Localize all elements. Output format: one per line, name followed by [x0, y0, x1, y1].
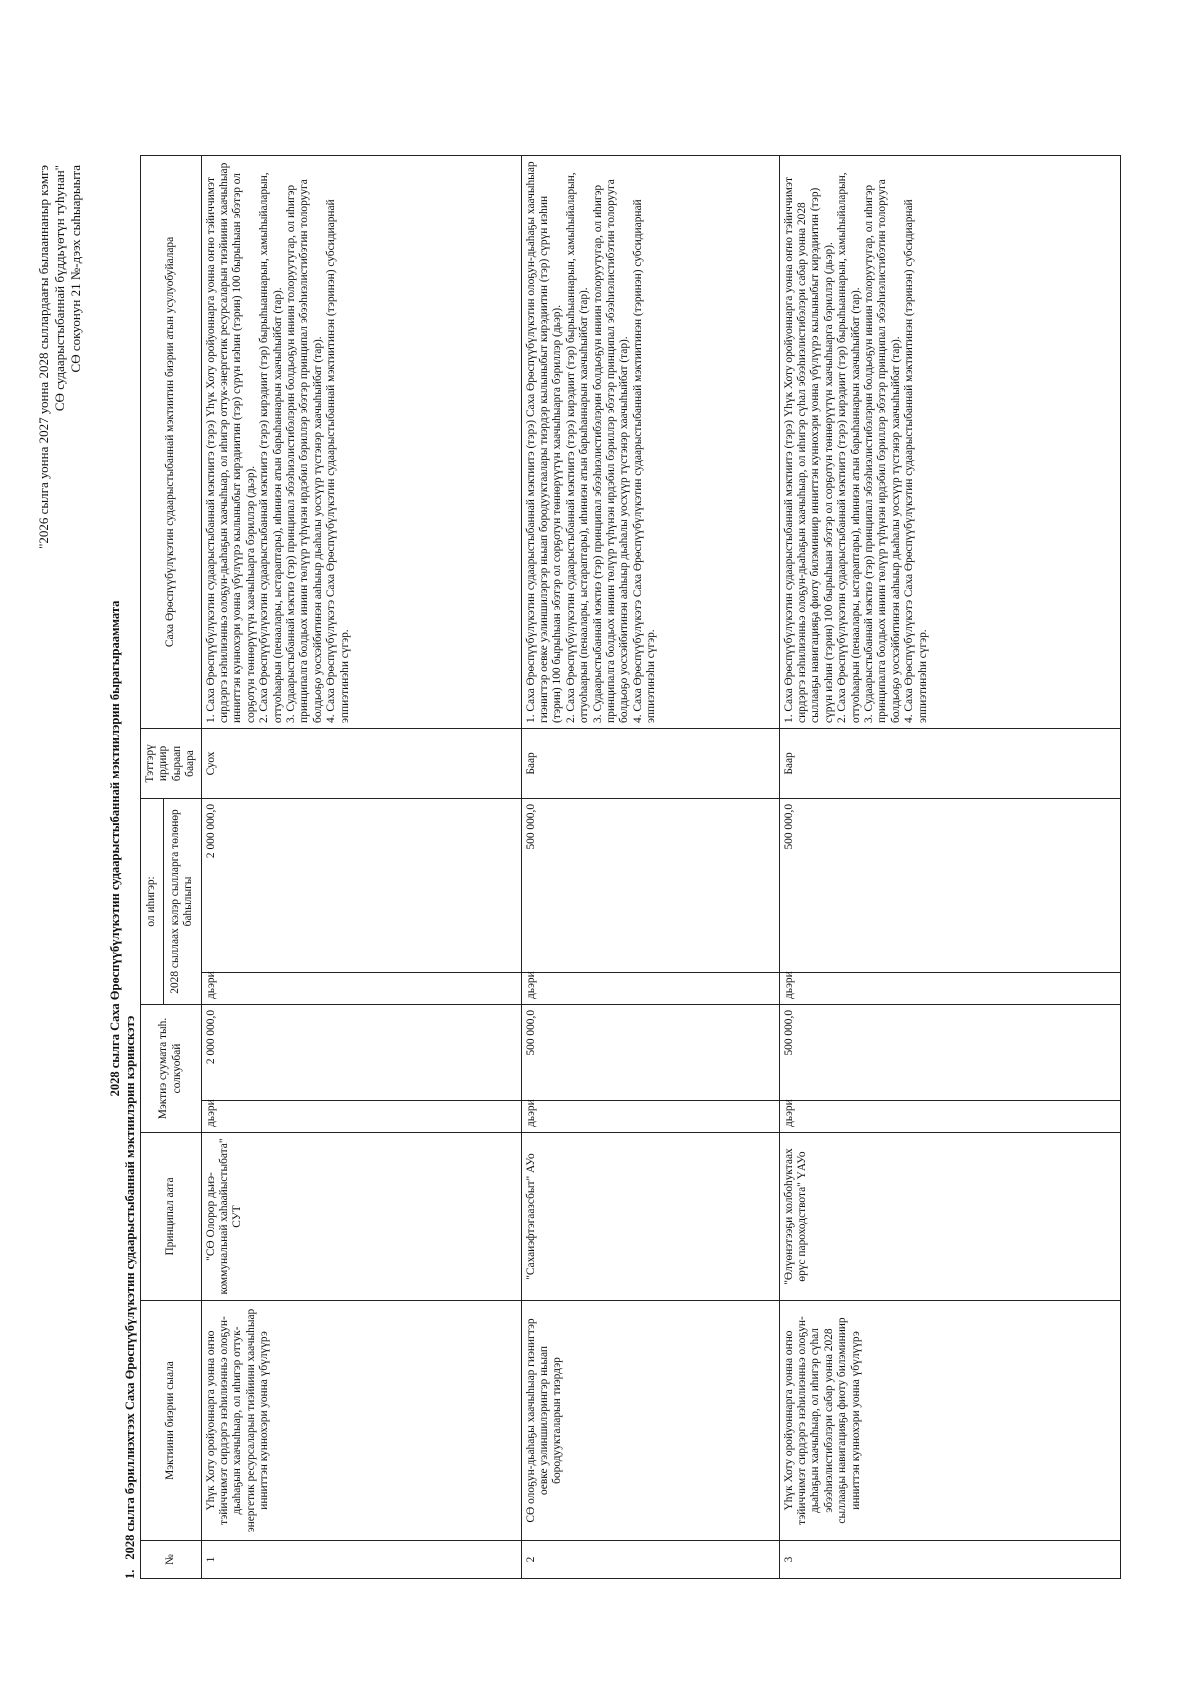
- row-conditions: [779, 155, 1120, 728]
- row-number: 3: [779, 1541, 1120, 1579]
- condition-item: 2. Саха Өрөспүүбүлүкэтин судаарыстыбаннай мэктиитэ (тэрэ) кирэдиит (тэр) бырыһыаннарын, хамыһыйаларын, оттуоһаарын (пенаалары, ыстараптары), иһиниэн атын барыһаннарын хаачыһыйбат (тар).: [836, 172, 862, 723]
- section-number: 1.: [123, 1569, 137, 1579]
- header-amount: Мэктиэ суумата тыһ. солкуобай: [141, 1004, 202, 1132]
- header-regress: Тэттэрү ирдиир быраап баара: [141, 728, 202, 798]
- condition-item: 3. Судаарыстыбаннай мэктиэ (тэр) принципал эбээһиэлистибэлэрин болдьоҕун иниин толоруутугар, ол иһигэр принципалга болдьох иниин төлүүр түһүнэн ирдэбил бэриллэр эбэтэр принципал эбээһиэлистибэтин толорууга болдьоҕо уосхэйбитинэн ааһыыр дьаһалы уосхүүр түстэнэр хаачыһыйбат (тар).: [863, 179, 902, 723]
- header-conditions: Саха Өрөспүүбүлүкэтин судаарыстыбаннай мэктиитин биэрии атын усулуобуйалара: [141, 155, 202, 728]
- table-row: [779, 155, 1120, 1578]
- guarantees-table: [140, 155, 1121, 1579]
- row-year-amount: 500 000,0: [779, 798, 1120, 972]
- row-purpose: СӨ олоҕун-дьаһаҕы хаачыһыар гиэнигтэр оевке уэлиншилэрингэр ньыап бородуукталарын тиэрдэр: [521, 1301, 779, 1541]
- row-regress: Баар: [521, 728, 779, 798]
- row-amount: 500 000,0: [779, 1004, 1120, 1100]
- header-year-amount: 2028 сыллаах кэлэр сылларга төлөнөр баһылыгы: [163, 798, 201, 1004]
- condition-item: 1. Саха Өрөспүүбүлүкэтин судаарыстыбаннай мэктиитэ (тэрэ) Саха Өрөспүүбүлүкэтин олоҕун-дьаһаҕы хаачыһыар гиэнигтэр оевке уэлиншилэргэр ньыап бородууктаалары тиэрдэр кылыныбыт кирэдиитин (тэр) сүрүн иэһин (тэрин) 100 бырыһыан эбэтэр ол сорҕотун төннөрүүтүн хаачыһыарга бэриллэр (дьэр).: [524, 161, 564, 723]
- condition-item: 3. Судаарыстыбаннай мэктиэ (тэр) принципал эбээһиэлистибэлэрин болдьоҕун иниин толоруутугар, ол иһигэр принципалга болдьох иниин төлүүр түһүнэн ирдэбил бэриллэр эбэтэр принципал эбээһиэлистибэтин толорууга болдьоҕо уосхэйбитинэн ааһыыр дьаһалы уосхүүр түстэнэр хаачыһыйбат (тар).: [285, 179, 324, 723]
- row-regress: Баар: [779, 728, 1120, 798]
- condition-item: 1. Саха Өрөспүүбүлүкэтин судаарыстыбаннай мэктиитэ (тэрэ) Үһүк Хоту оройуоннарга уонна оҥно тэйиччимэт сирдэргэ нэһилиэнньэ олоҕун-дьаһаҕын хаачыһыар, ол иһигэр оттук-энергетик ресурсаларын тиэйиини хаачыһыар инниттэн куннохэри уонна үбүлүүрэ кылыныбыт кирэдиитин (тэр) сүрүн иэһин (тэрин) 100 бырыһыан эбэтэр ол сорҕотун төннөрүүтүн хаачыһыарга бэриллэр (дьэр).: [204, 162, 257, 723]
- row-unit-2: дьэри: [201, 972, 521, 1004]
- row-unit: дьэри: [521, 1101, 779, 1133]
- row-number: 2: [521, 1541, 779, 1579]
- table-row: [521, 155, 779, 1578]
- header-num: №: [141, 1541, 202, 1579]
- row-conditions: [201, 155, 521, 728]
- condition-item: 4. Саха Өрөспүүбүлүкэтэ Саха Өрөспүүбүлүкэтин судаарыстыбаннай мэктиитинэн (тэринэн) субсидиарнай эппиэтинэһи сүгэр.: [325, 199, 351, 723]
- document-title: 2028 сылга Саха Өрөспүүбүлүкэтин судаарыстыбаннай мэктиилэрин бырагырааммата: [108, 600, 122, 1097]
- row-unit: дьэри: [779, 1101, 1120, 1133]
- row-principal: "СӨ Олорор дьиэ-коммунальнай хаһаайыстыбата" СУТ: [201, 1133, 521, 1301]
- row-purpose: Үһүк Хоту оройуоннарга уонна оҥно тэйиччимэт сирдэргэ нэһилиэнньэ олоҕун-дьаһаҕын хаачыһыар, ол иһигэр сүһал эбээһиэлистибэлэри сабар уонна 2028 сыллааҕы навигацияҕа фиоту билэминиир инниттэн куннохэри уонна үбүлүүрэ: [779, 1301, 1120, 1541]
- header-purpose: Мэктиини биэрии сыала: [141, 1301, 202, 1541]
- table-row: [201, 155, 521, 1578]
- attachment-header-line-3: СӨ сокуонун 21 №-дээх сыһыарыыта: [68, 165, 83, 373]
- condition-item: 2. Саха Өрөспүүбүлүкэтин судаарыстыбаннай мэктиитэ (тэрэ) кирэдиит (тэр) бырыһыаннарын, хамыһыйаларын, оттуоһаарын (пенаалары, ыстараптары), иһиниэн атын барыһаннарын хаачыһыйбат (тар).: [258, 172, 284, 723]
- condition-item: 1. Саха Өрөспүүбүлүкэтин судаарыстыбаннай мэктиитэ (тэрэ) Үһүк Хоту оройуоннарга уонна оҥно тэйиччимэт сирдэргэ нэһилиэнньэ олоҕун-дьаһаҕын хаачыһыар, ол иһигэр сүһал эбээһиэлистибэлэри сабар уонна 2028 сыллааҕы навигацияҕа фиоту билэминиир инниттэн куннохэри уонна үбүлүүрэ кылыныбыт кирэдиитин (тэр) сүрүн иэһин (тэрин) 100 бырыһыан эбэтэр ол сорҕотун төннөрүүтүн хаачыһыарга бэриллэр (дьэр).: [782, 177, 835, 723]
- attachment-header: [36, 165, 84, 725]
- table-header-row: [141, 155, 164, 1578]
- row-principal: "Сахаиэфтэгаазсбыт" АУо: [521, 1133, 779, 1301]
- attachment-header-line-2: СӨ судаарыстыбаннай бүддьүөтүн туһунан": [52, 165, 67, 412]
- row-unit-2: дьэри: [521, 972, 779, 1004]
- row-regress: Суох: [201, 728, 521, 798]
- condition-item: 3. Судаарыстыбаннай мэктиэ (тэр) принципал эбээһиэлистибэлэрин болдьоҕун иниин толоруутугар, ол иһигэр принципалга болдьох иниин төлүүр түһүнэн ирдэбил бэриллэр эбэтэр принципал эбээһиэлистибэтин толорууга болдьоҕо уосхэйбитинэн ааһыыр дьаһалы уосхүүр түстэнэр хаачыһыйбат (тар).: [591, 179, 631, 723]
- row-purpose: Үһүк Хоту оройуоннарга уонна оҥно тэйиччимэт сирдэргэ нэһилиэнньэ олоҕун-дьаһаҕын хаачыһыар, ол иһигэр оттук-энергетик ресурсаларын тиэйиини хаачыһыар инниттэн куннохэри уонна үбүлүүрэ: [201, 1301, 521, 1541]
- header-principal: Принципал аата: [141, 1133, 202, 1301]
- condition-item: 4. Саха Өрөспүүбүлүкэтэ Саха Өрөспүүбүлүкэтин судаарыстыбаннай мэктиитинэн (тэринэн) субсидиарнай эппиэтинэһи сүгэр.: [903, 199, 929, 723]
- row-year-amount: 2 000 000,0: [201, 798, 521, 972]
- row-conditions: [521, 155, 779, 728]
- condition-item: 4. Саха Өрөспүүбүлүкэтэ Саха Өрөспүүбүлүкэтин судаарыстыбаннай мэктиитинэн (тэринэн) субсидиарнай эппиэтинэһи сүгэр.: [631, 199, 658, 723]
- section-text: 2028 сылга бэриллиэхтээх Саха Өрөспүүбүлүкэтин судаарыстыбаннай мэктиилэрин кэриискэтэ: [123, 1015, 137, 1560]
- row-unit: дьэри: [201, 1101, 521, 1133]
- attachment-header-line-1: "2026 сылга уонна 2027 уонна 2028 сыллардаағы былааннаныр кэмгэ: [36, 165, 51, 549]
- row-number: 1: [201, 1541, 521, 1579]
- section-heading: [123, 1006, 138, 1579]
- row-principal: "Өлүөнэтээҕи холбоһуктаах өрүс пароходствота" ҮАУо: [779, 1133, 1120, 1301]
- row-amount: 2 000 000,0: [201, 1004, 521, 1100]
- condition-item: 2. Саха Өрөспүүбүлүкэтин судаарыстыбаннай мэктиитэ (тэрэ) кирэдиит (тэр) бырыһыаннарын, хамыһыйаларын, оттуоһаарын (пенаалары, ыстараптары), иһиниэн атын барыһаннарын хаачыһыйбат (тар).: [564, 172, 591, 723]
- row-unit-2: дьэри: [779, 972, 1120, 1004]
- row-amount: 500 000,0: [521, 1004, 779, 1100]
- row-year-amount: 500 000,0: [521, 798, 779, 972]
- header-including: ол иһигэр:: [141, 798, 164, 1004]
